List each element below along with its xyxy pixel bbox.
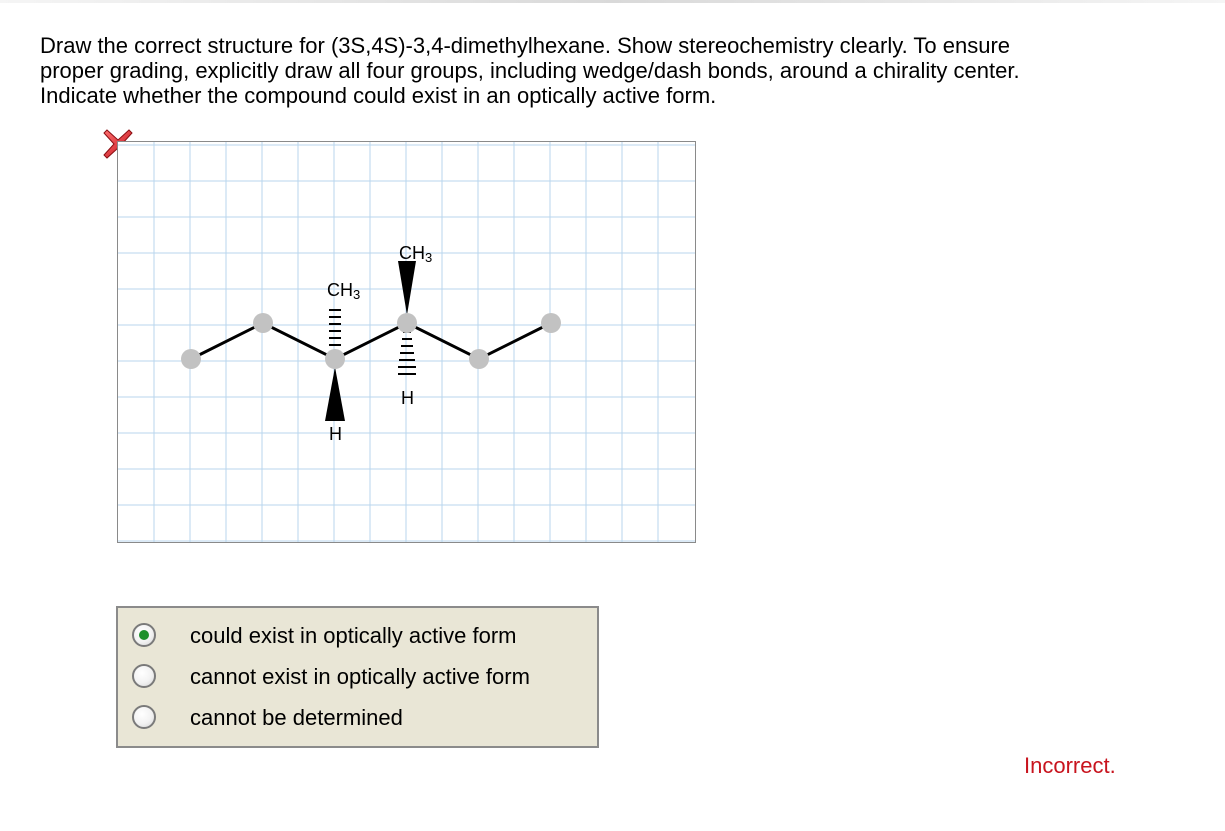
left-dash-bond-ch3 (329, 310, 341, 352)
structure-drawing-canvas[interactable] (117, 141, 696, 543)
question-line-2: proper grading, explicitly draw all four groups, including wedge/dash bonds, around a chirality center. (40, 58, 1020, 83)
question-line-1: Draw the correct structure for (3S,4S)-3,4-dimethylhexane. Show stereochemistry clearly. To ensure (40, 33, 1011, 58)
carbon-skeleton-bonds (191, 323, 551, 359)
choice-label-could-exist: could exist in optically active form (190, 623, 517, 648)
optical-activity-choices (116, 606, 599, 748)
question-line-3: Indicate whether the compound could exist in an optically active form. (40, 83, 717, 108)
atom-node-c3 (325, 349, 345, 369)
choice-cannot-determine[interactable] (132, 704, 592, 734)
choice-could-exist[interactable] (132, 622, 592, 652)
grid-lines (118, 142, 696, 543)
top-divider (0, 0, 1225, 3)
radio-selected-dot (139, 630, 149, 640)
atom-node-c1 (181, 349, 201, 369)
choice-label-cannot-exist: cannot exist in optically active form (190, 664, 530, 689)
feedback-status: Incorrect. (1024, 753, 1116, 778)
choice-label-cannot-determine: cannot be determined (190, 705, 403, 730)
left-wedge-bond-h (325, 367, 345, 421)
right-wedge-bond-ch3 (398, 261, 416, 315)
ch3-label-left: CH3 (327, 280, 361, 302)
atom-node-c4 (397, 313, 417, 333)
radio-cannot-exist[interactable] (132, 664, 156, 688)
h-label-right: H (401, 388, 414, 408)
choice-cannot-exist[interactable] (132, 663, 592, 693)
radio-could-exist[interactable] (132, 623, 156, 647)
right-dash-bond-h (398, 332, 416, 374)
question-text (40, 33, 1190, 108)
atom-node-c5 (469, 349, 489, 369)
h-label-left: H (329, 424, 342, 444)
atom-node-c6 (541, 313, 561, 333)
radio-cannot-determine[interactable] (132, 705, 156, 729)
ch3-label-right: CH3 (399, 243, 433, 265)
atom-node-c2 (253, 313, 273, 333)
